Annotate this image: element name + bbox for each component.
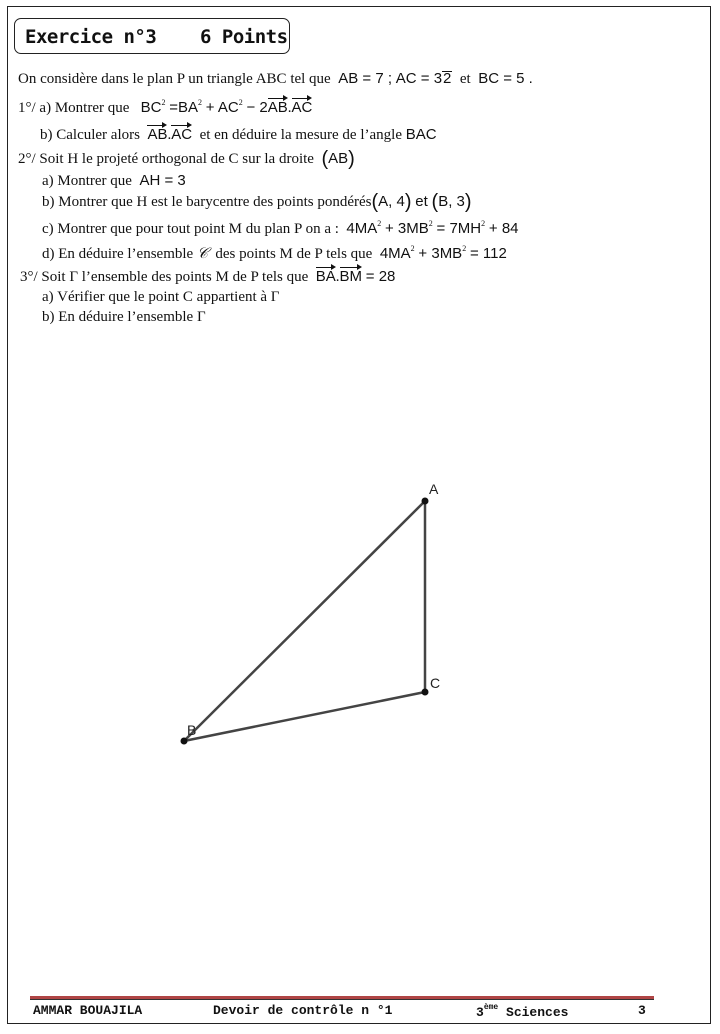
q2-a: a) Montrer que AH = 3 — [42, 172, 186, 189]
q1-a: 1°/ a) Montrer que $BC^2 =BA^2 + AC^2 - 2AB.AC$ — [18, 98, 313, 116]
q2-d: d) En déduire l’ensemble 𝒞 des points M de P tels que $4MA^2 + 3MB^2 = 112$ — [42, 244, 507, 262]
point-c — [422, 689, 429, 696]
q1-b: b) Calculer alors AB.AC et en déduire la mesure de l’angle BAC — [40, 126, 437, 143]
vector-ac: AC — [291, 99, 313, 116]
q3-b: b) En déduire l’ensemble Γ — [42, 309, 206, 325]
q3-label: 3°/ Soit Γ l’ensemble des points M de P tels que BA.BM = 28 — [20, 268, 396, 285]
label-b: B — [187, 722, 197, 738]
point-a — [422, 498, 429, 505]
footer-author: AMMAR BOUAJILA — [33, 1003, 143, 1018]
intro-line: On considère dans le plan P un triangle ABC tel que AB = 7 ; AC = 32 et BC = 5 . — [18, 70, 533, 87]
vector-ab: AB — [267, 99, 288, 116]
exercise-title: Exercice n°3 6 Points — [25, 26, 288, 48]
label-c: C — [430, 675, 441, 691]
label-a: A — [429, 481, 439, 497]
q2-label: 2°/ Soit H le projeté orthogonal de C sur la droite (AB) — [18, 148, 355, 170]
exercise-points: 6 Points — [200, 26, 288, 48]
segment-ab — [184, 501, 425, 741]
footer-page: 3 — [638, 1003, 646, 1018]
q2-b: b) Montrer que H est le barycentre des points pondérés(A, 4) et (B, 3) — [42, 191, 472, 213]
footer-level: 3ème Sciences — [476, 1003, 569, 1020]
q3-a: a) Vérifier que le point C appartient à Γ — [42, 289, 280, 305]
q2-c: c) Montrer que pour tout point M du plan P on a : $4MA^2 + 3MB^2 = 7MH^2 + 84$ — [42, 219, 519, 237]
footer-divider — [30, 999, 654, 1000]
segment-bc — [184, 692, 425, 741]
footer-exam: Devoir de contrôle n °1 — [213, 1003, 393, 1018]
point-b — [181, 738, 188, 745]
